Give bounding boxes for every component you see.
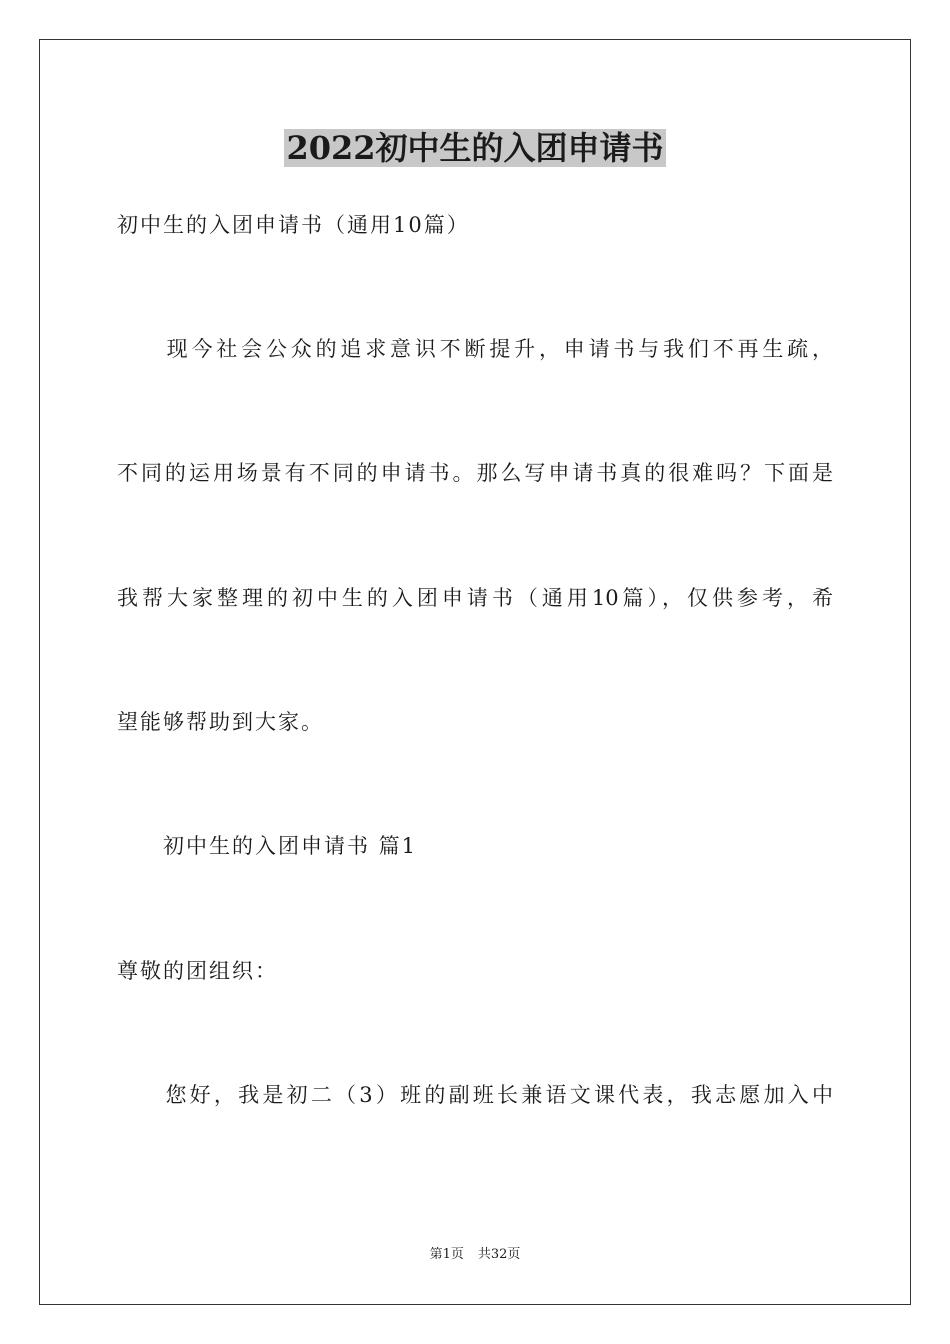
intro-line-4: 望能够帮助到大家。 (117, 710, 324, 734)
intro-line-2: 不同的运用场景有不同的申请书。那么写申请书真的很难吗？下面是 (117, 461, 833, 485)
page-footer (0, 1246, 950, 1264)
document-title (0, 126, 950, 170)
document-title-text: 2022初中生的入团申请书 (286, 129, 664, 167)
salutation: 尊敬的团组织： (117, 959, 278, 983)
document-subtitle: 初中生的入团申请书（通用10篇） (117, 213, 470, 237)
page-total: 共32页 (477, 1247, 521, 1262)
section-heading: 初中生的入团申请书 篇1 (117, 834, 418, 858)
body-line-1: 您好，我是初二（3）班的副班长兼语文课代表，我志愿加入中 (117, 1083, 833, 1107)
intro-line-1: 现今社会公众的追求意识不断提升，申请书与我们不再生疏， (117, 337, 833, 361)
page-number: 第1页 (429, 1247, 464, 1262)
intro-line-3: 我帮大家整理的初中生的入团申请书（通用10篇），仅供参考，希 (117, 586, 833, 610)
